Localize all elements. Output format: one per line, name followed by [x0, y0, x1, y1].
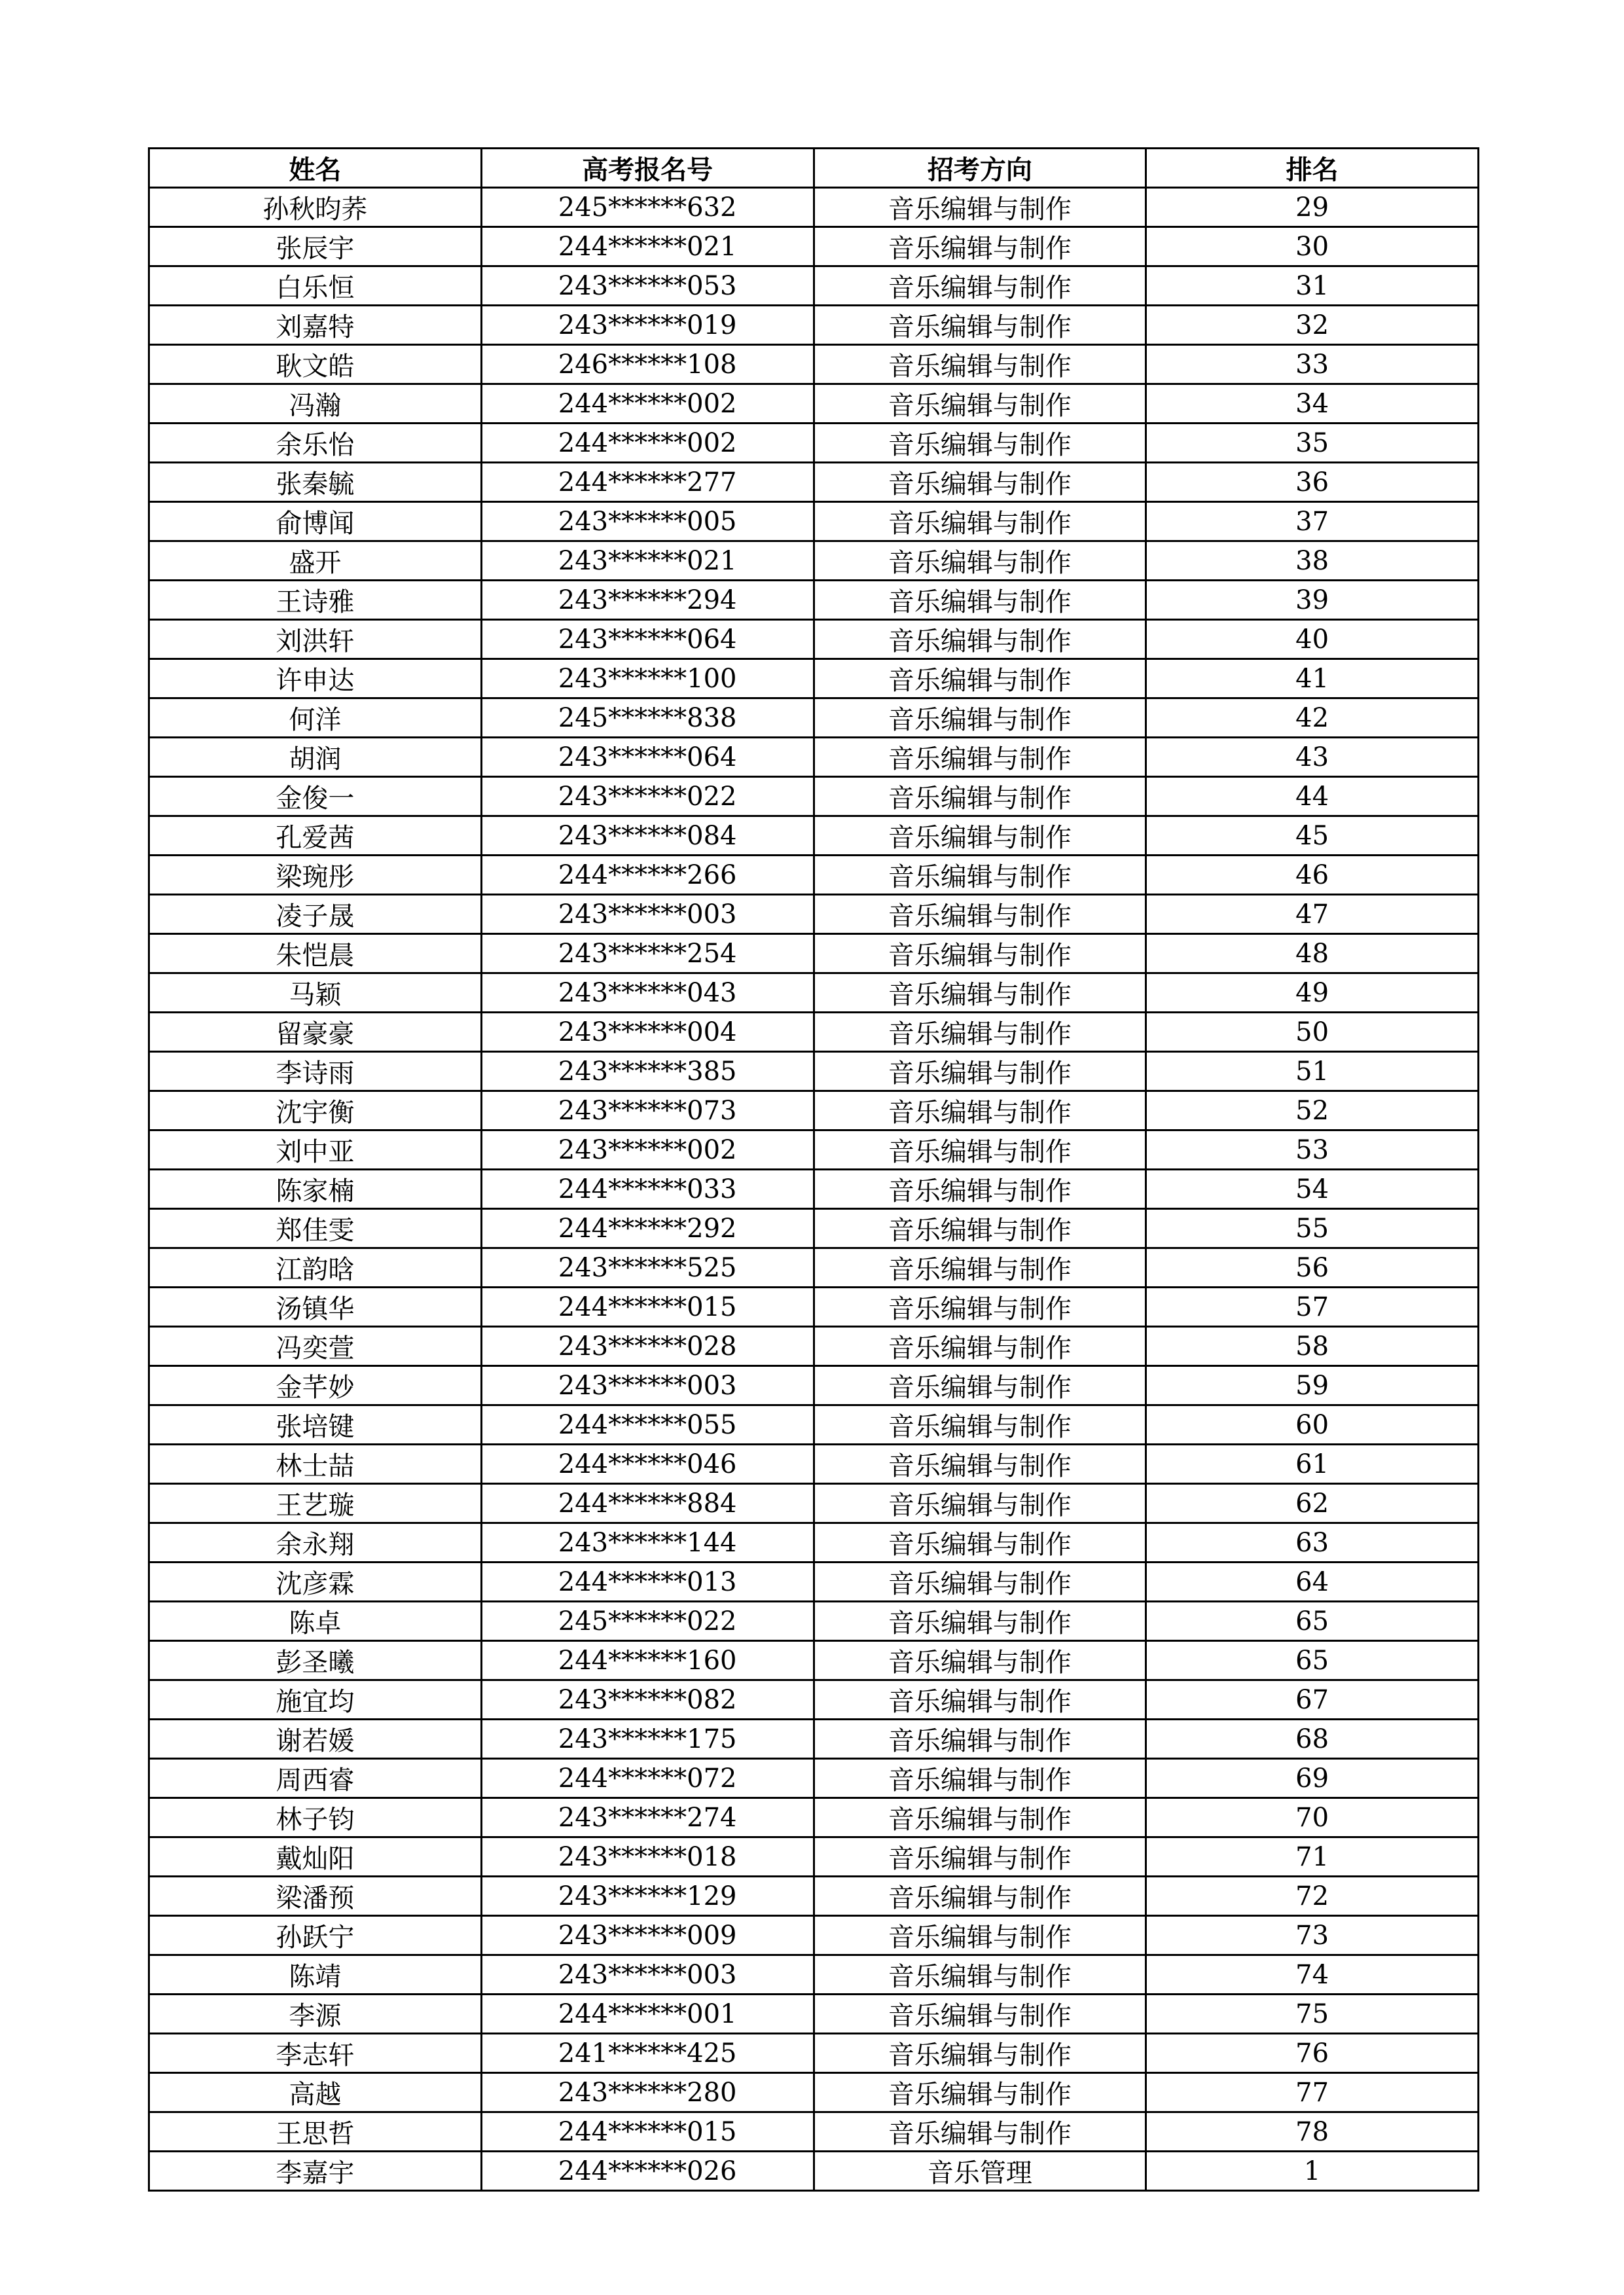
cell-direction: 音乐编辑与制作 — [814, 1327, 1146, 1366]
cell-name: 陈卓 — [149, 1602, 482, 1641]
cell-direction: 音乐编辑与制作 — [814, 188, 1146, 227]
cell-exam-number: 243******294 — [481, 581, 814, 620]
cell-exam-number: 243******073 — [481, 1091, 814, 1130]
ranking-table — [148, 147, 1479, 2192]
table-row — [149, 1052, 1479, 1091]
cell-rank: 46 — [1146, 856, 1479, 895]
cell-exam-number: 246******108 — [481, 345, 814, 384]
cell-direction: 音乐编辑与制作 — [814, 1680, 1146, 1720]
cell-rank: 65 — [1146, 1641, 1479, 1680]
cell-name: 俞博闻 — [149, 502, 482, 541]
cell-direction: 音乐编辑与制作 — [814, 345, 1146, 384]
cell-name: 张培键 — [149, 1405, 482, 1445]
cell-direction: 音乐编辑与制作 — [814, 777, 1146, 816]
cell-direction: 音乐编辑与制作 — [814, 1955, 1146, 1995]
table-row — [149, 1641, 1479, 1680]
cell-exam-number: 243******005 — [481, 502, 814, 541]
cell-exam-number: 244******013 — [481, 1563, 814, 1602]
cell-name: 施宜均 — [149, 1680, 482, 1720]
cell-rank: 47 — [1146, 895, 1479, 934]
cell-name: 梁潘预 — [149, 1877, 482, 1916]
cell-exam-number: 243******064 — [481, 620, 814, 659]
cell-exam-number: 244******026 — [481, 2152, 814, 2191]
cell-name: 高越 — [149, 2073, 482, 2112]
table-row — [149, 973, 1479, 1013]
table-row — [149, 345, 1479, 384]
cell-exam-number: 245******022 — [481, 1602, 814, 1641]
cell-rank: 49 — [1146, 973, 1479, 1013]
cell-direction: 音乐编辑与制作 — [814, 384, 1146, 424]
cell-rank: 54 — [1146, 1170, 1479, 1209]
cell-direction: 音乐编辑与制作 — [814, 1641, 1146, 1680]
cell-name: 李源 — [149, 1995, 482, 2034]
cell-name: 许申达 — [149, 659, 482, 698]
cell-rank: 75 — [1146, 1995, 1479, 2034]
cell-rank: 40 — [1146, 620, 1479, 659]
table-row — [149, 2112, 1479, 2152]
cell-name: 陈靖 — [149, 1955, 482, 1995]
cell-rank: 42 — [1146, 698, 1479, 738]
cell-rank: 58 — [1146, 1327, 1479, 1366]
cell-rank: 34 — [1146, 384, 1479, 424]
cell-name: 李志轩 — [149, 2034, 482, 2073]
cell-direction: 音乐编辑与制作 — [814, 1720, 1146, 1759]
table-header — [149, 149, 1479, 188]
table-row — [149, 1837, 1479, 1877]
cell-name: 刘嘉特 — [149, 306, 482, 345]
cell-direction: 音乐编辑与制作 — [814, 1759, 1146, 1798]
table-row — [149, 1563, 1479, 1602]
cell-rank: 69 — [1146, 1759, 1479, 1798]
cell-rank: 74 — [1146, 1955, 1479, 1995]
cell-direction: 音乐编辑与制作 — [814, 1366, 1146, 1405]
cell-rank: 55 — [1146, 1209, 1479, 1248]
table-row — [149, 1955, 1479, 1995]
cell-rank: 50 — [1146, 1013, 1479, 1052]
cell-direction: 音乐编辑与制作 — [814, 1445, 1146, 1484]
cell-direction: 音乐编辑与制作 — [814, 816, 1146, 856]
cell-exam-number: 244******001 — [481, 1995, 814, 2034]
table-row — [149, 1798, 1479, 1837]
table-row — [149, 856, 1479, 895]
table-row — [149, 2073, 1479, 2112]
table-row — [149, 581, 1479, 620]
cell-name: 张秦毓 — [149, 463, 482, 502]
cell-direction: 音乐编辑与制作 — [814, 1837, 1146, 1877]
cell-rank: 57 — [1146, 1288, 1479, 1327]
cell-rank: 52 — [1146, 1091, 1479, 1130]
table-row — [149, 1916, 1479, 1955]
cell-direction: 音乐编辑与制作 — [814, 1091, 1146, 1130]
cell-rank: 56 — [1146, 1248, 1479, 1288]
cell-direction: 音乐编辑与制作 — [814, 266, 1146, 306]
cell-direction: 音乐编辑与制作 — [814, 1130, 1146, 1170]
cell-rank: 44 — [1146, 777, 1479, 816]
cell-name: 周西睿 — [149, 1759, 482, 1798]
table-row — [149, 1602, 1479, 1641]
cell-rank: 62 — [1146, 1484, 1479, 1523]
cell-exam-number: 243******018 — [481, 1837, 814, 1877]
table-row — [149, 1288, 1479, 1327]
cell-exam-number: 244******055 — [481, 1405, 814, 1445]
cell-exam-number: 244******021 — [481, 227, 814, 266]
cell-exam-number: 244******015 — [481, 2112, 814, 2152]
cell-exam-number: 244******160 — [481, 1641, 814, 1680]
cell-name: 江韵晗 — [149, 1248, 482, 1288]
cell-name: 马颖 — [149, 973, 482, 1013]
cell-rank: 61 — [1146, 1445, 1479, 1484]
table-row — [149, 620, 1479, 659]
cell-direction: 音乐编辑与制作 — [814, 1602, 1146, 1641]
cell-exam-number: 244******015 — [481, 1288, 814, 1327]
cell-rank: 77 — [1146, 2073, 1479, 2112]
cell-rank: 72 — [1146, 1877, 1479, 1916]
cell-rank: 33 — [1146, 345, 1479, 384]
cell-exam-number: 243******003 — [481, 1366, 814, 1405]
cell-name: 陈家楠 — [149, 1170, 482, 1209]
cell-exam-number: 244******277 — [481, 463, 814, 502]
table-row — [149, 1209, 1479, 1248]
table-row — [149, 659, 1479, 698]
table-row — [149, 384, 1479, 424]
cell-name: 冯瀚 — [149, 384, 482, 424]
cell-exam-number: 243******053 — [481, 266, 814, 306]
cell-direction: 音乐编辑与制作 — [814, 1798, 1146, 1837]
cell-name: 王诗雅 — [149, 581, 482, 620]
table-row — [149, 1327, 1479, 1366]
cell-rank: 38 — [1146, 541, 1479, 581]
cell-exam-number: 243******021 — [481, 541, 814, 581]
cell-direction: 音乐编辑与制作 — [814, 1170, 1146, 1209]
cell-exam-number: 243******274 — [481, 1798, 814, 1837]
cell-rank: 29 — [1146, 188, 1479, 227]
cell-name: 王艺璇 — [149, 1484, 482, 1523]
cell-name: 谢若媛 — [149, 1720, 482, 1759]
cell-rank: 32 — [1146, 306, 1479, 345]
cell-direction: 音乐编辑与制作 — [814, 738, 1146, 777]
table-row — [149, 502, 1479, 541]
cell-name: 李嘉宇 — [149, 2152, 482, 2191]
cell-name: 刘中亚 — [149, 1130, 482, 1170]
header-row — [149, 149, 1479, 188]
table-row — [149, 227, 1479, 266]
cell-direction: 音乐编辑与制作 — [814, 1052, 1146, 1091]
cell-name: 李诗雨 — [149, 1052, 482, 1091]
cell-name: 林子钧 — [149, 1798, 482, 1837]
cell-exam-number: 243******084 — [481, 816, 814, 856]
cell-exam-number: 243******280 — [481, 2073, 814, 2112]
table-row — [149, 1091, 1479, 1130]
table-row — [149, 1130, 1479, 1170]
cell-exam-number: 243******129 — [481, 1877, 814, 1916]
cell-name: 金芊妙 — [149, 1366, 482, 1405]
cell-exam-number: 244******046 — [481, 1445, 814, 1484]
header-direction: 招考方向 — [814, 149, 1146, 188]
cell-exam-number: 243******254 — [481, 934, 814, 973]
cell-exam-number: 243******022 — [481, 777, 814, 816]
cell-name: 张辰宇 — [149, 227, 482, 266]
table-row — [149, 698, 1479, 738]
cell-name: 孙跃宁 — [149, 1916, 482, 1955]
table-row — [149, 1405, 1479, 1445]
table-row — [149, 816, 1479, 856]
table-row — [149, 1013, 1479, 1052]
cell-direction: 音乐编辑与制作 — [814, 227, 1146, 266]
cell-direction: 音乐编辑与制作 — [814, 581, 1146, 620]
table-row — [149, 738, 1479, 777]
cell-exam-number: 245******632 — [481, 188, 814, 227]
cell-direction: 音乐编辑与制作 — [814, 1288, 1146, 1327]
cell-name: 何洋 — [149, 698, 482, 738]
cell-exam-number: 244******884 — [481, 1484, 814, 1523]
cell-name: 胡润 — [149, 738, 482, 777]
cell-rank: 71 — [1146, 1837, 1479, 1877]
cell-direction: 音乐编辑与制作 — [814, 1405, 1146, 1445]
cell-rank: 35 — [1146, 424, 1479, 463]
cell-exam-number: 243******009 — [481, 1916, 814, 1955]
table-row — [149, 1170, 1479, 1209]
cell-name: 留豪豪 — [149, 1013, 482, 1052]
cell-name: 白乐恒 — [149, 266, 482, 306]
cell-direction: 音乐编辑与制作 — [814, 934, 1146, 973]
cell-name: 汤镇华 — [149, 1288, 482, 1327]
cell-rank: 48 — [1146, 934, 1479, 973]
table-body — [149, 188, 1479, 2191]
cell-direction: 音乐编辑与制作 — [814, 698, 1146, 738]
cell-exam-number: 245******838 — [481, 698, 814, 738]
cell-name: 凌子晟 — [149, 895, 482, 934]
cell-rank: 63 — [1146, 1523, 1479, 1563]
cell-name: 刘洪轩 — [149, 620, 482, 659]
cell-direction: 音乐编辑与制作 — [814, 1523, 1146, 1563]
table-row — [149, 266, 1479, 306]
cell-rank: 1 — [1146, 2152, 1479, 2191]
cell-exam-number: 243******043 — [481, 973, 814, 1013]
cell-rank: 68 — [1146, 1720, 1479, 1759]
cell-direction: 音乐编辑与制作 — [814, 541, 1146, 581]
cell-exam-number: 243******525 — [481, 1248, 814, 1288]
cell-exam-number: 243******004 — [481, 1013, 814, 1052]
cell-rank: 37 — [1146, 502, 1479, 541]
table-row — [149, 541, 1479, 581]
header-name: 姓名 — [149, 149, 482, 188]
cell-rank: 59 — [1146, 1366, 1479, 1405]
cell-exam-number: 244******072 — [481, 1759, 814, 1798]
cell-rank: 65 — [1146, 1602, 1479, 1641]
cell-rank: 73 — [1146, 1916, 1479, 1955]
cell-direction: 音乐编辑与制作 — [814, 2073, 1146, 2112]
cell-name: 盛开 — [149, 541, 482, 581]
cell-name: 孔爱茜 — [149, 816, 482, 856]
table-row — [149, 1995, 1479, 2034]
cell-exam-number: 243******100 — [481, 659, 814, 698]
cell-exam-number: 244******002 — [481, 384, 814, 424]
cell-exam-number: 243******082 — [481, 1680, 814, 1720]
cell-name: 戴灿阳 — [149, 1837, 482, 1877]
cell-exam-number: 243******002 — [481, 1130, 814, 1170]
cell-name: 朱恺晨 — [149, 934, 482, 973]
cell-direction: 音乐编辑与制作 — [814, 1916, 1146, 1955]
cell-exam-number: 243******175 — [481, 1720, 814, 1759]
cell-rank: 43 — [1146, 738, 1479, 777]
cell-direction: 音乐编辑与制作 — [814, 306, 1146, 345]
cell-direction: 音乐编辑与制作 — [814, 1013, 1146, 1052]
cell-exam-number: 244******002 — [481, 424, 814, 463]
cell-rank: 64 — [1146, 1563, 1479, 1602]
cell-rank: 51 — [1146, 1052, 1479, 1091]
cell-exam-number: 243******064 — [481, 738, 814, 777]
cell-exam-number: 244******292 — [481, 1209, 814, 1248]
cell-direction: 音乐编辑与制作 — [814, 659, 1146, 698]
cell-rank: 70 — [1146, 1798, 1479, 1837]
cell-name: 沈宇衡 — [149, 1091, 482, 1130]
table-row — [149, 1720, 1479, 1759]
cell-exam-number: 243******003 — [481, 895, 814, 934]
cell-name: 林士喆 — [149, 1445, 482, 1484]
cell-direction: 音乐编辑与制作 — [814, 424, 1146, 463]
cell-name: 金俊一 — [149, 777, 482, 816]
cell-direction: 音乐编辑与制作 — [814, 1563, 1146, 1602]
table-row — [149, 1523, 1479, 1563]
cell-exam-number: 243******003 — [481, 1955, 814, 1995]
cell-exam-number: 243******028 — [481, 1327, 814, 1366]
header-rank: 排名 — [1146, 149, 1479, 188]
table-row — [149, 2034, 1479, 2073]
table-row — [149, 777, 1479, 816]
cell-rank: 78 — [1146, 2112, 1479, 2152]
cell-name: 余永翔 — [149, 1523, 482, 1563]
cell-direction: 音乐编辑与制作 — [814, 856, 1146, 895]
table-row — [149, 1248, 1479, 1288]
table-row — [149, 424, 1479, 463]
table-row — [149, 306, 1479, 345]
cell-exam-number: 244******033 — [481, 1170, 814, 1209]
table-row — [149, 1759, 1479, 1798]
cell-direction: 音乐编辑与制作 — [814, 1209, 1146, 1248]
cell-direction: 音乐管理 — [814, 2152, 1146, 2191]
table-row — [149, 1877, 1479, 1916]
cell-name: 王思哲 — [149, 2112, 482, 2152]
cell-rank: 41 — [1146, 659, 1479, 698]
table-row — [149, 463, 1479, 502]
cell-exam-number: 243******019 — [481, 306, 814, 345]
cell-name: 梁琬彤 — [149, 856, 482, 895]
cell-exam-number: 243******385 — [481, 1052, 814, 1091]
cell-name: 冯奕萱 — [149, 1327, 482, 1366]
cell-direction: 音乐编辑与制作 — [814, 502, 1146, 541]
cell-rank: 39 — [1146, 581, 1479, 620]
table-row — [149, 1445, 1479, 1484]
cell-direction: 音乐编辑与制作 — [814, 463, 1146, 502]
cell-rank: 30 — [1146, 227, 1479, 266]
cell-direction: 音乐编辑与制作 — [814, 2034, 1146, 2073]
cell-direction: 音乐编辑与制作 — [814, 620, 1146, 659]
cell-direction: 音乐编辑与制作 — [814, 895, 1146, 934]
table-row — [149, 188, 1479, 227]
cell-rank: 60 — [1146, 1405, 1479, 1445]
cell-name: 孙秋昀荞 — [149, 188, 482, 227]
cell-direction: 音乐编辑与制作 — [814, 1484, 1146, 1523]
table-row — [149, 1484, 1479, 1523]
cell-exam-number: 243******144 — [481, 1523, 814, 1563]
header-exam-number: 高考报名号 — [481, 149, 814, 188]
cell-rank: 76 — [1146, 2034, 1479, 2073]
table-row — [149, 934, 1479, 973]
cell-direction: 音乐编辑与制作 — [814, 1995, 1146, 2034]
cell-name: 郑佳雯 — [149, 1209, 482, 1248]
cell-rank: 45 — [1146, 816, 1479, 856]
cell-exam-number: 244******266 — [481, 856, 814, 895]
table-row — [149, 2152, 1479, 2191]
cell-rank: 53 — [1146, 1130, 1479, 1170]
table-row — [149, 895, 1479, 934]
cell-direction: 音乐编辑与制作 — [814, 2112, 1146, 2152]
cell-name: 余乐怡 — [149, 424, 482, 463]
cell-name: 彭圣曦 — [149, 1641, 482, 1680]
cell-direction: 音乐编辑与制作 — [814, 1877, 1146, 1916]
cell-rank: 36 — [1146, 463, 1479, 502]
cell-name: 沈彦霖 — [149, 1563, 482, 1602]
table-row — [149, 1366, 1479, 1405]
cell-direction: 音乐编辑与制作 — [814, 973, 1146, 1013]
cell-exam-number: 241******425 — [481, 2034, 814, 2073]
cell-rank: 67 — [1146, 1680, 1479, 1720]
table-row — [149, 1680, 1479, 1720]
cell-direction: 音乐编辑与制作 — [814, 1248, 1146, 1288]
cell-name: 耿文皓 — [149, 345, 482, 384]
cell-rank: 31 — [1146, 266, 1479, 306]
